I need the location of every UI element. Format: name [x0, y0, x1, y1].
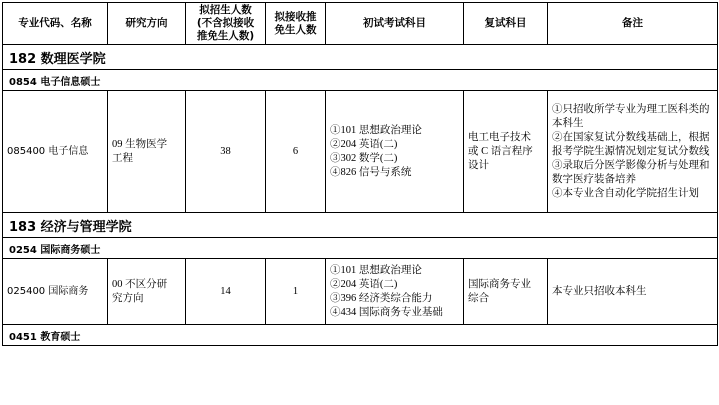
- remark-item: ②在国家复试分数线基础上，根据报考学院生源情况划定复试分数线: [552, 131, 710, 157]
- subject-item: ②204 英语(二): [330, 278, 398, 290]
- header-remark: 备注: [548, 3, 718, 45]
- major-direction: [108, 259, 186, 325]
- header-exempt-line: 拟接收推: [274, 10, 317, 23]
- college-title: 183 经济与管理学院: [3, 213, 718, 238]
- college-row: [3, 213, 718, 238]
- major-code-name: 025400 国际商务: [3, 259, 108, 325]
- category-title: 0254 国际商务硕士: [3, 238, 718, 259]
- category-row: [3, 238, 718, 259]
- subject-item: ②204 英语(二): [330, 138, 398, 150]
- major-plan: 14: [186, 259, 266, 325]
- header-code-name: 专业代码、名称: [3, 3, 108, 45]
- remark-item: ④本专业含自动化学院招生计划: [552, 187, 699, 199]
- subject-item: ④826 信号与系统: [330, 166, 412, 178]
- category-title: 0451 教育硕士: [3, 325, 718, 346]
- header-exempt: [266, 3, 326, 45]
- major-remarks: [548, 91, 718, 213]
- admissions-table: [2, 2, 718, 346]
- retest-line: 或 C 语言程序: [468, 145, 533, 157]
- header-subjects: 初试考试科目: [326, 3, 464, 45]
- direction-line: 09 生物医学: [112, 138, 168, 150]
- major-remarks: [548, 259, 718, 325]
- major-code-name: 085400 电子信息: [3, 91, 108, 213]
- college-row: [3, 45, 718, 70]
- major-retest: [464, 259, 548, 325]
- header-retest: 复试科目: [464, 3, 548, 45]
- retest-line: 综合: [468, 292, 489, 304]
- category-row: [3, 70, 718, 91]
- remark-item: ①只招收所学专业为理工医科类的本科生: [552, 103, 710, 129]
- header-exempt-line: 免生人数: [274, 23, 317, 36]
- direction-line: 究方向: [112, 292, 144, 304]
- category-title: 0854 电子信息硕士: [3, 70, 718, 91]
- major-direction: [108, 91, 186, 213]
- remark-item: 本专业只招收本科生: [552, 285, 647, 297]
- header-plan: [186, 3, 266, 45]
- major-subjects: [326, 259, 464, 325]
- direction-line: 工程: [112, 152, 133, 164]
- major-subjects: [326, 91, 464, 213]
- subject-item: ③302 数学(二): [330, 152, 398, 164]
- remark-item: ③录取后分医学影像分析与处理和数字医疗装备培养: [552, 159, 710, 185]
- direction-line: 00 不区分研: [112, 278, 168, 290]
- header-direction: 研究方向: [108, 3, 186, 45]
- subject-item: ①101 思想政治理论: [330, 124, 422, 136]
- major-row: [3, 91, 718, 213]
- major-plan: 38: [186, 91, 266, 213]
- subject-item: ④434 国际商务专业基础: [330, 306, 443, 318]
- major-retest: [464, 91, 548, 213]
- subject-item: ③396 经济类综合能力: [330, 292, 433, 304]
- major-exempt: 6: [266, 91, 326, 213]
- header-plan-line: (不含拟接收: [196, 17, 255, 29]
- category-row: [3, 325, 718, 346]
- subject-item: ①101 思想政治理论: [330, 264, 422, 276]
- retest-line: 电工电子技术: [468, 131, 531, 143]
- retest-line: 国际商务专业: [468, 278, 531, 290]
- college-title: 182 数理医学院: [3, 45, 718, 70]
- header-row: [3, 3, 718, 45]
- retest-line: 设计: [468, 159, 489, 171]
- major-row: [3, 259, 718, 325]
- header-plan-line: 拟招生人数: [199, 4, 252, 16]
- major-exempt: 1: [266, 259, 326, 325]
- header-plan-line: 推免生人数): [196, 30, 255, 42]
